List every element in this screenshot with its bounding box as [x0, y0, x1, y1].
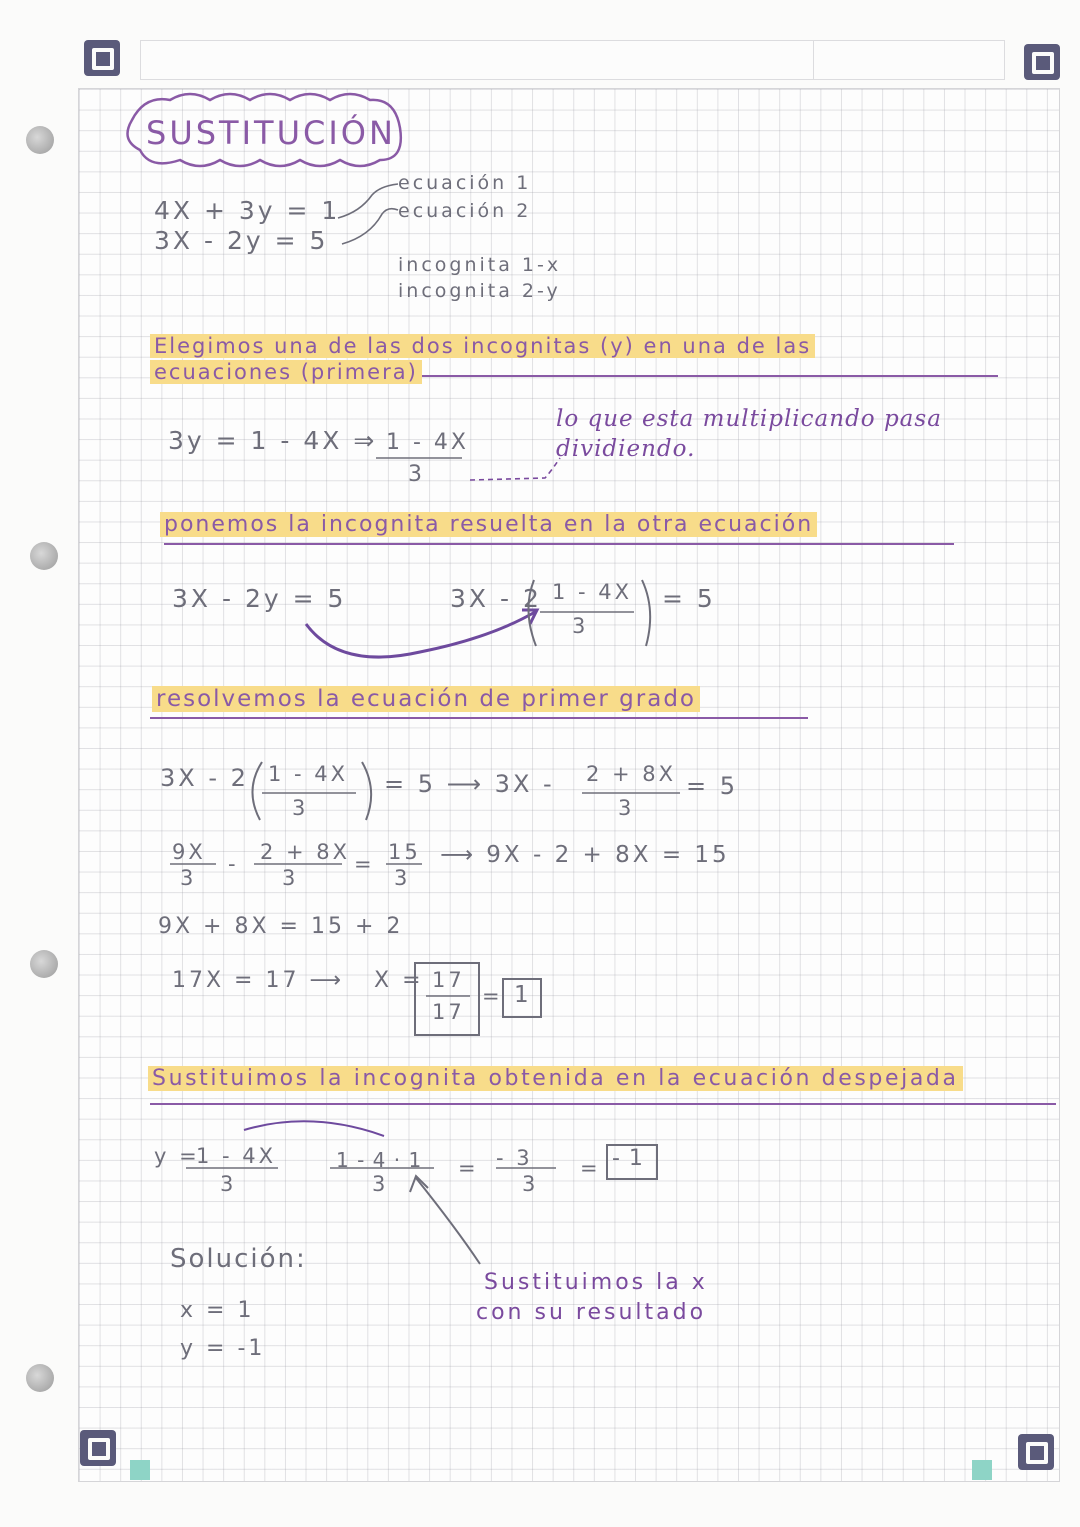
step1-denominator: 3 — [408, 462, 425, 487]
step3-line2-num-b: 2 + 8X — [260, 840, 351, 864]
step3-line1-equals: = 5 ⟶ 3X - — [384, 770, 555, 798]
step3-line4-x: X = — [374, 968, 424, 993]
solution-x: x = 1 — [180, 1298, 255, 1323]
step3-line2-den-a: 3 — [180, 866, 197, 890]
step3-line2-num-a: 9X — [172, 840, 206, 864]
step3-answer: 1 — [514, 982, 532, 1008]
step1-equation: 3y = 1 - 4X ⇒ — [168, 426, 378, 455]
step2-sub-numerator: 1 - 4X — [552, 580, 633, 604]
step3-line4-equals: = — [482, 984, 503, 1008]
step4-heading: Sustituimos la incognita obtenida en la ecuación despejada — [148, 1066, 963, 1091]
step2-heading: ponemos la incognita resuelta en la otra ecuación — [160, 512, 817, 537]
step1-note-line1: lo que esta multiplicando pasa — [556, 406, 942, 432]
step2-sub-suffix: = 5 — [662, 584, 716, 613]
step4-note-line2: con su resultado — [476, 1300, 707, 1325]
step3-line1-numerator2: 2 + 8X — [586, 762, 677, 786]
step2-sub-denominator: 3 — [572, 614, 589, 638]
system-eq1: 4X + 3y = 1 — [154, 196, 341, 225]
step2-sub-prefix: 3X - 2 — [450, 584, 542, 613]
label-eq2: ecuación 2 — [398, 200, 532, 222]
step3-line2-den-b: 3 — [282, 866, 299, 890]
solution-y: y = -1 — [180, 1336, 266, 1361]
step3-line1-numerator: 1 - 4X — [268, 762, 349, 786]
step1-heading-line2: ecuaciones (primera) — [150, 360, 422, 384]
step3-line4-numerator: 17 — [432, 968, 465, 992]
step4-sub-numerator: 1 - 4 · 1 — [336, 1148, 423, 1172]
step3-line1-denominator2: 3 — [618, 796, 635, 820]
solution-label: Solución: — [170, 1244, 307, 1274]
step4-y-numerator: 1 - 4X — [196, 1144, 277, 1168]
unknown-2: incognita 2-y — [398, 280, 561, 302]
step4-note-line1: Sustituimos la x — [484, 1270, 708, 1295]
step3-heading: resolvemos la ecuación de primer grado — [152, 686, 700, 712]
step4-y-denominator: 3 — [220, 1172, 237, 1196]
step4-sub-denominator: 3 — [372, 1172, 389, 1196]
step3-line2-num-c: 15 — [388, 840, 421, 864]
step3-line2-den-c: 3 — [394, 866, 411, 890]
step3-line4: 17X = 17 ⟶ — [172, 968, 345, 993]
step4-y-label: y = — [154, 1144, 200, 1168]
step4-equals-1: = — [458, 1156, 479, 1180]
step2-equation: 3X - 2y = 5 — [172, 584, 347, 613]
step3-line2-equals: = — [354, 852, 375, 876]
step3-line2-minus: - — [228, 852, 239, 876]
step1-heading-line1: Elegimos una de las dos incognitas (y) en una de las — [150, 334, 815, 358]
step3-line1-denominator: 3 — [292, 796, 309, 820]
step4-result-numerator: - 3 — [496, 1146, 533, 1170]
unknown-1: incognita 1-x — [398, 254, 562, 276]
step3-line1-prefix: 3X - 2 — [160, 764, 249, 792]
step3-line1-end: = 5 — [686, 772, 739, 800]
step4-answer: - 1 — [612, 1146, 644, 1171]
label-eq1: ecuación 1 — [398, 172, 532, 194]
step1-numerator: 1 - 4X — [386, 430, 469, 455]
step1-note-line2: dividiendo. — [556, 436, 696, 462]
step4-equals-2: = — [580, 1156, 601, 1180]
step3-line4-denominator: 17 — [432, 1000, 465, 1024]
system-eq2: 3X - 2y = 5 — [154, 226, 329, 255]
step3-line3: 9X + 8X = 15 + 2 — [158, 914, 404, 939]
page-title: SUSTITUCIÓN — [146, 114, 396, 152]
step3-line2-result: ⟶ 9X - 2 + 8X = 15 — [440, 842, 730, 868]
step4-result-denominator: 3 — [522, 1172, 539, 1196]
